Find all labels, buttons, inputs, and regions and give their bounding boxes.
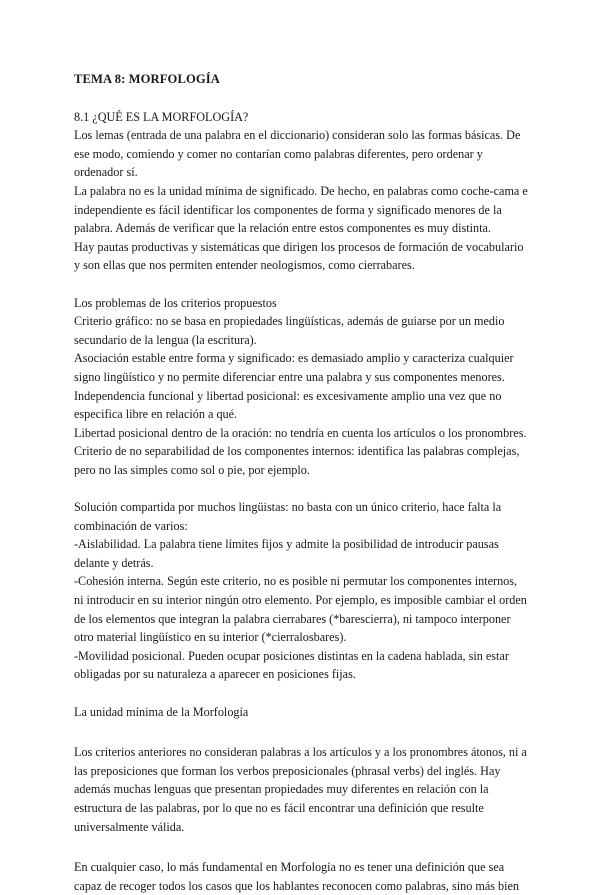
paragraph: Libertad posicional dentro de la oración: no tendría en cuenta los artículos o los pronombres.: [74, 425, 527, 440]
spacer: [74, 479, 528, 498]
section-heading: 8.1 ¿QUÉ ES LA MORFOLOGÍA?: [74, 109, 249, 124]
paragraph: La palabra no es la unidad mínima de significado. De hecho, en palabras como coche-cama e independiente es fácil identificar los componentes de forma y significado menores de la palabra. Además de verificar que la relación entre estos componentes es muy distinta.: [74, 183, 528, 236]
paragraph: En cualquier caso, lo más fundamental en Morfología no es tener una definición que sea capaz de recoger todos los casos que los hablantes reconocen como palabras, sino más bien: [74, 860, 520, 893]
section-problemas-criterios: [74, 294, 528, 480]
paragraph: -Cohesión interna. Según este criterio, no es posible ni permutar los componentes internos, ni introducir en su interior ningún otro elemento. Por ejemplo, es imposible cambiar el orden de los elementos que integran la palabra cierrabares (*barescierra), ni tampoco interponer otro material lingüístico en su interior (*cierralosbares).: [74, 574, 527, 645]
paragraph: Hay pautas productivas y sistemáticas que dirigen los procesos de formación de vocabulario y son ellas que nos permiten entender neologismos, como cierrabares.: [74, 239, 524, 273]
document-page: [74, 70, 528, 895]
paragraph: Solución compartida por muchos lingüistas: no basta con un único criterio, hace falta la combinación de varios:: [74, 500, 502, 533]
section-heading: Los problemas de los criterios propuestos: [74, 295, 277, 310]
paragraph: Criterio gráfico: no se basa en propiedades lingüísticas, además de guiarse por un medio secundario de la lengua (la escritura).: [74, 314, 505, 347]
document-title: TEMA 8: MORFOLOGÍA: [74, 72, 220, 86]
paragraph: Criterio de no separabilidad de los componentes internos: identifica las palabras complejas, pero no las simples como sol o pie, por ejemplo.: [74, 444, 520, 477]
paragraph: Los criterios anteriores no consideran palabras a los artículos y a los pronombres átonos, ni a las preposiciones que forman los verbos preposicionales (phrasal verbs) del inglés. Hay además muchas lenguas que presentan propiedades muy diferentes en relación con la estructura de las palabras, por lo que no es fácil encontrar una definición que resulte universalmente válida.: [74, 745, 527, 834]
spacer: [74, 721, 528, 743]
paragraph: -Aislabilidad. La palabra tiene límites fijos y admite la posibilidad de introducir pausas delante y detrás.: [74, 537, 499, 570]
paragraph: Los lemas (entrada de una palabra en el diccionario) consideran solo las formas básicas. De ese modo, comiendo y comer no contarían como palabras diferentes, pero ordenar y ordenador sí.: [74, 128, 521, 180]
spacer: [74, 836, 528, 858]
section-que-es-morfologia: [74, 108, 528, 275]
paragraph: Asociación estable entre forma y significado: es demasiado amplio y caracteriza cualquier signo lingüístico y no permite diferenciar entre una palabra y sus componentes menores.: [74, 351, 514, 384]
paragraph: Independencia funcional y libertad posicional: es excesivamente amplio una vez que no especifica libre en relación a qué.: [74, 388, 502, 422]
section-heading: La unidad mínima de la Morfología: [74, 704, 249, 719]
spacer: [74, 684, 528, 703]
paragraph: -Movilidad posicional. Pueden ocupar posiciones distintas en la cadena hablada, sin estar obligadas por su naturaleza a aparecer en posiciones fijas.: [74, 648, 509, 682]
spacer: [74, 275, 528, 294]
section-solucion-compartida: [74, 498, 528, 684]
section-unidad-minima: [74, 703, 528, 895]
